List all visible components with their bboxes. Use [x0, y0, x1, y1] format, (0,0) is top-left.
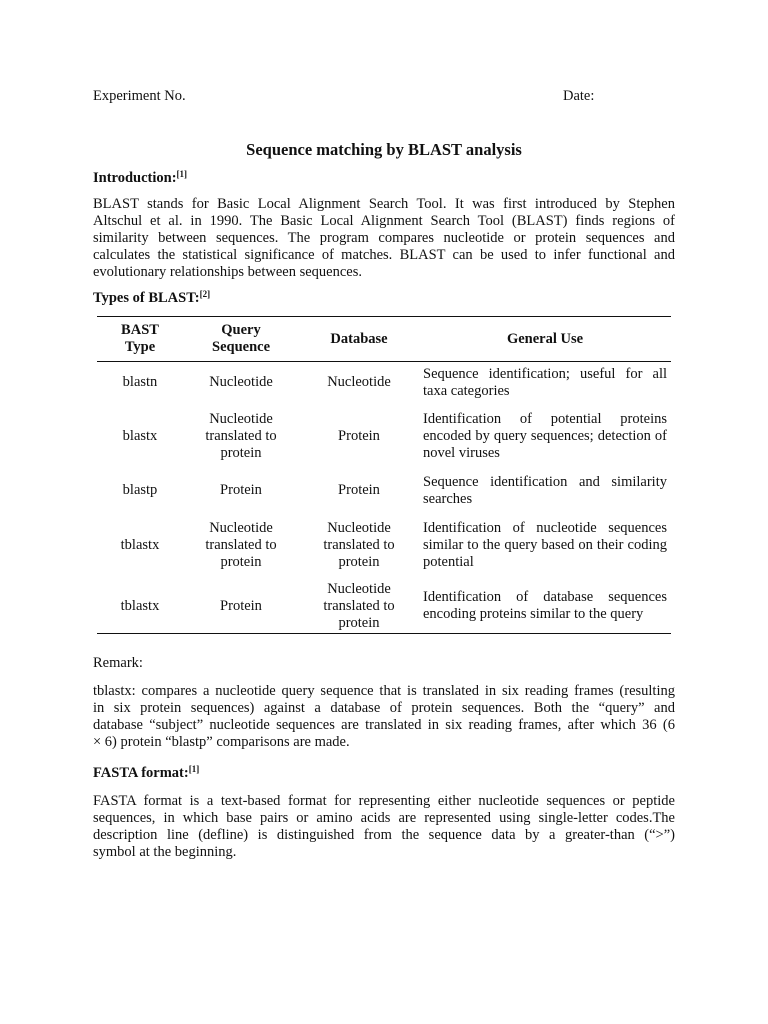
cell-query: Protein [220, 482, 262, 498]
page-title: Sequence matching by BLAST analysis [246, 140, 522, 159]
cell-database: Nucleotide [327, 374, 391, 391]
remark-line: in six protein sequences) against a database of protein sequences. Both the “query” and [93, 700, 675, 716]
table-header-row [97, 317, 671, 362]
fasta-paragraph [93, 793, 675, 861]
cell-database: Nucleotide translated to protein [323, 580, 395, 631]
fasta-ref: [1] [188, 764, 200, 774]
column-header: Database [299, 317, 419, 362]
cell-database: Protein [338, 482, 380, 498]
cell-use: Identification of nucleotide sequences similar to the query based on their coding potential [423, 520, 667, 570]
cell-type: blastx [122, 428, 158, 444]
cell-query: Protein [220, 597, 262, 614]
types-heading [93, 290, 210, 307]
types-heading-text: Types of BLAST: [93, 290, 200, 306]
remark-line: × 6) protein “blastp” comparisons are made. [93, 734, 350, 750]
table-row [97, 580, 671, 634]
remark-paragraph [93, 683, 675, 751]
table-row [97, 404, 671, 470]
cell-type: blastp [122, 482, 158, 498]
introduction-line: Altschul et al. in 1990. The Basic Local Alignment Search Tool (BLAST) finds regions of [93, 213, 675, 229]
introduction-heading-text: Introduction: [93, 170, 177, 186]
cell-use: Identification of database sequences encoding proteins similar to the query [423, 589, 667, 623]
remark-label: Remark: [93, 655, 143, 671]
introduction-heading [93, 170, 187, 187]
cell-use: Sequence identification; useful for all taxa categories [423, 365, 667, 399]
types-ref: [2] [199, 289, 211, 299]
fasta-heading-text: FASTA format: [93, 765, 189, 781]
date-label: Date: [563, 88, 595, 104]
column-header: General Use [419, 317, 671, 362]
experiment-number-label: Experiment No. [93, 88, 186, 104]
introduction-line: evolutionary relationships between sequences. [93, 264, 362, 280]
introduction-line: BLAST stands for Basic Local Alignment Search Tool. It was first introduced by Stephen [93, 196, 675, 212]
introduction-paragraph [93, 196, 675, 281]
remark-line: tblastx: compares a nucleotide query sequence that is translated in six reading frames (resulting [93, 683, 675, 699]
introduction-line: similarity between sequences. The program compares nucleotide or protein sequences and [93, 230, 675, 246]
cell-database: Nucleotide translated to protein [323, 520, 395, 570]
cell-query: Nucleotide translated to protein [205, 520, 277, 570]
table-row [97, 470, 671, 512]
remark-line: database “subject” nucleotide sequences are translated in six reading frames, after which 36 (6 [93, 717, 675, 733]
fasta-line: description line (defline) is distinguished from the sequence data by a greater-than (“>”) [93, 827, 675, 843]
column-header: Query Sequence [183, 317, 299, 362]
cell-query: Nucleotide translated to protein [205, 411, 277, 461]
blast-types-table [97, 316, 671, 634]
introduction-ref: [1] [176, 169, 188, 179]
table-row [97, 362, 671, 404]
cell-database: Protein [338, 428, 380, 444]
cell-query: Nucleotide [209, 374, 273, 391]
fasta-heading [93, 765, 199, 782]
introduction-line: calculates the statistical significance of matches. BLAST can be used to infer functional and [93, 247, 675, 263]
cell-type: tblastx [120, 537, 160, 553]
cell-use: Sequence identification and similarity searches [423, 473, 667, 507]
fasta-line: sequences, in which base pairs or amino acids are represented using single-letter codes.The [93, 810, 675, 826]
cell-type: blastn [122, 374, 158, 391]
cell-type: tblastx [120, 597, 160, 614]
table-row [97, 512, 671, 580]
fasta-line: FASTA format is a text-based format for representing either nucleotide sequences or peptide [93, 793, 675, 809]
fasta-line: symbol at the beginning. [93, 844, 237, 860]
cell-use: Identification of potential proteins encoded by query sequences; detection of novel viruses [423, 411, 667, 461]
column-header: BAST Type [97, 317, 183, 362]
